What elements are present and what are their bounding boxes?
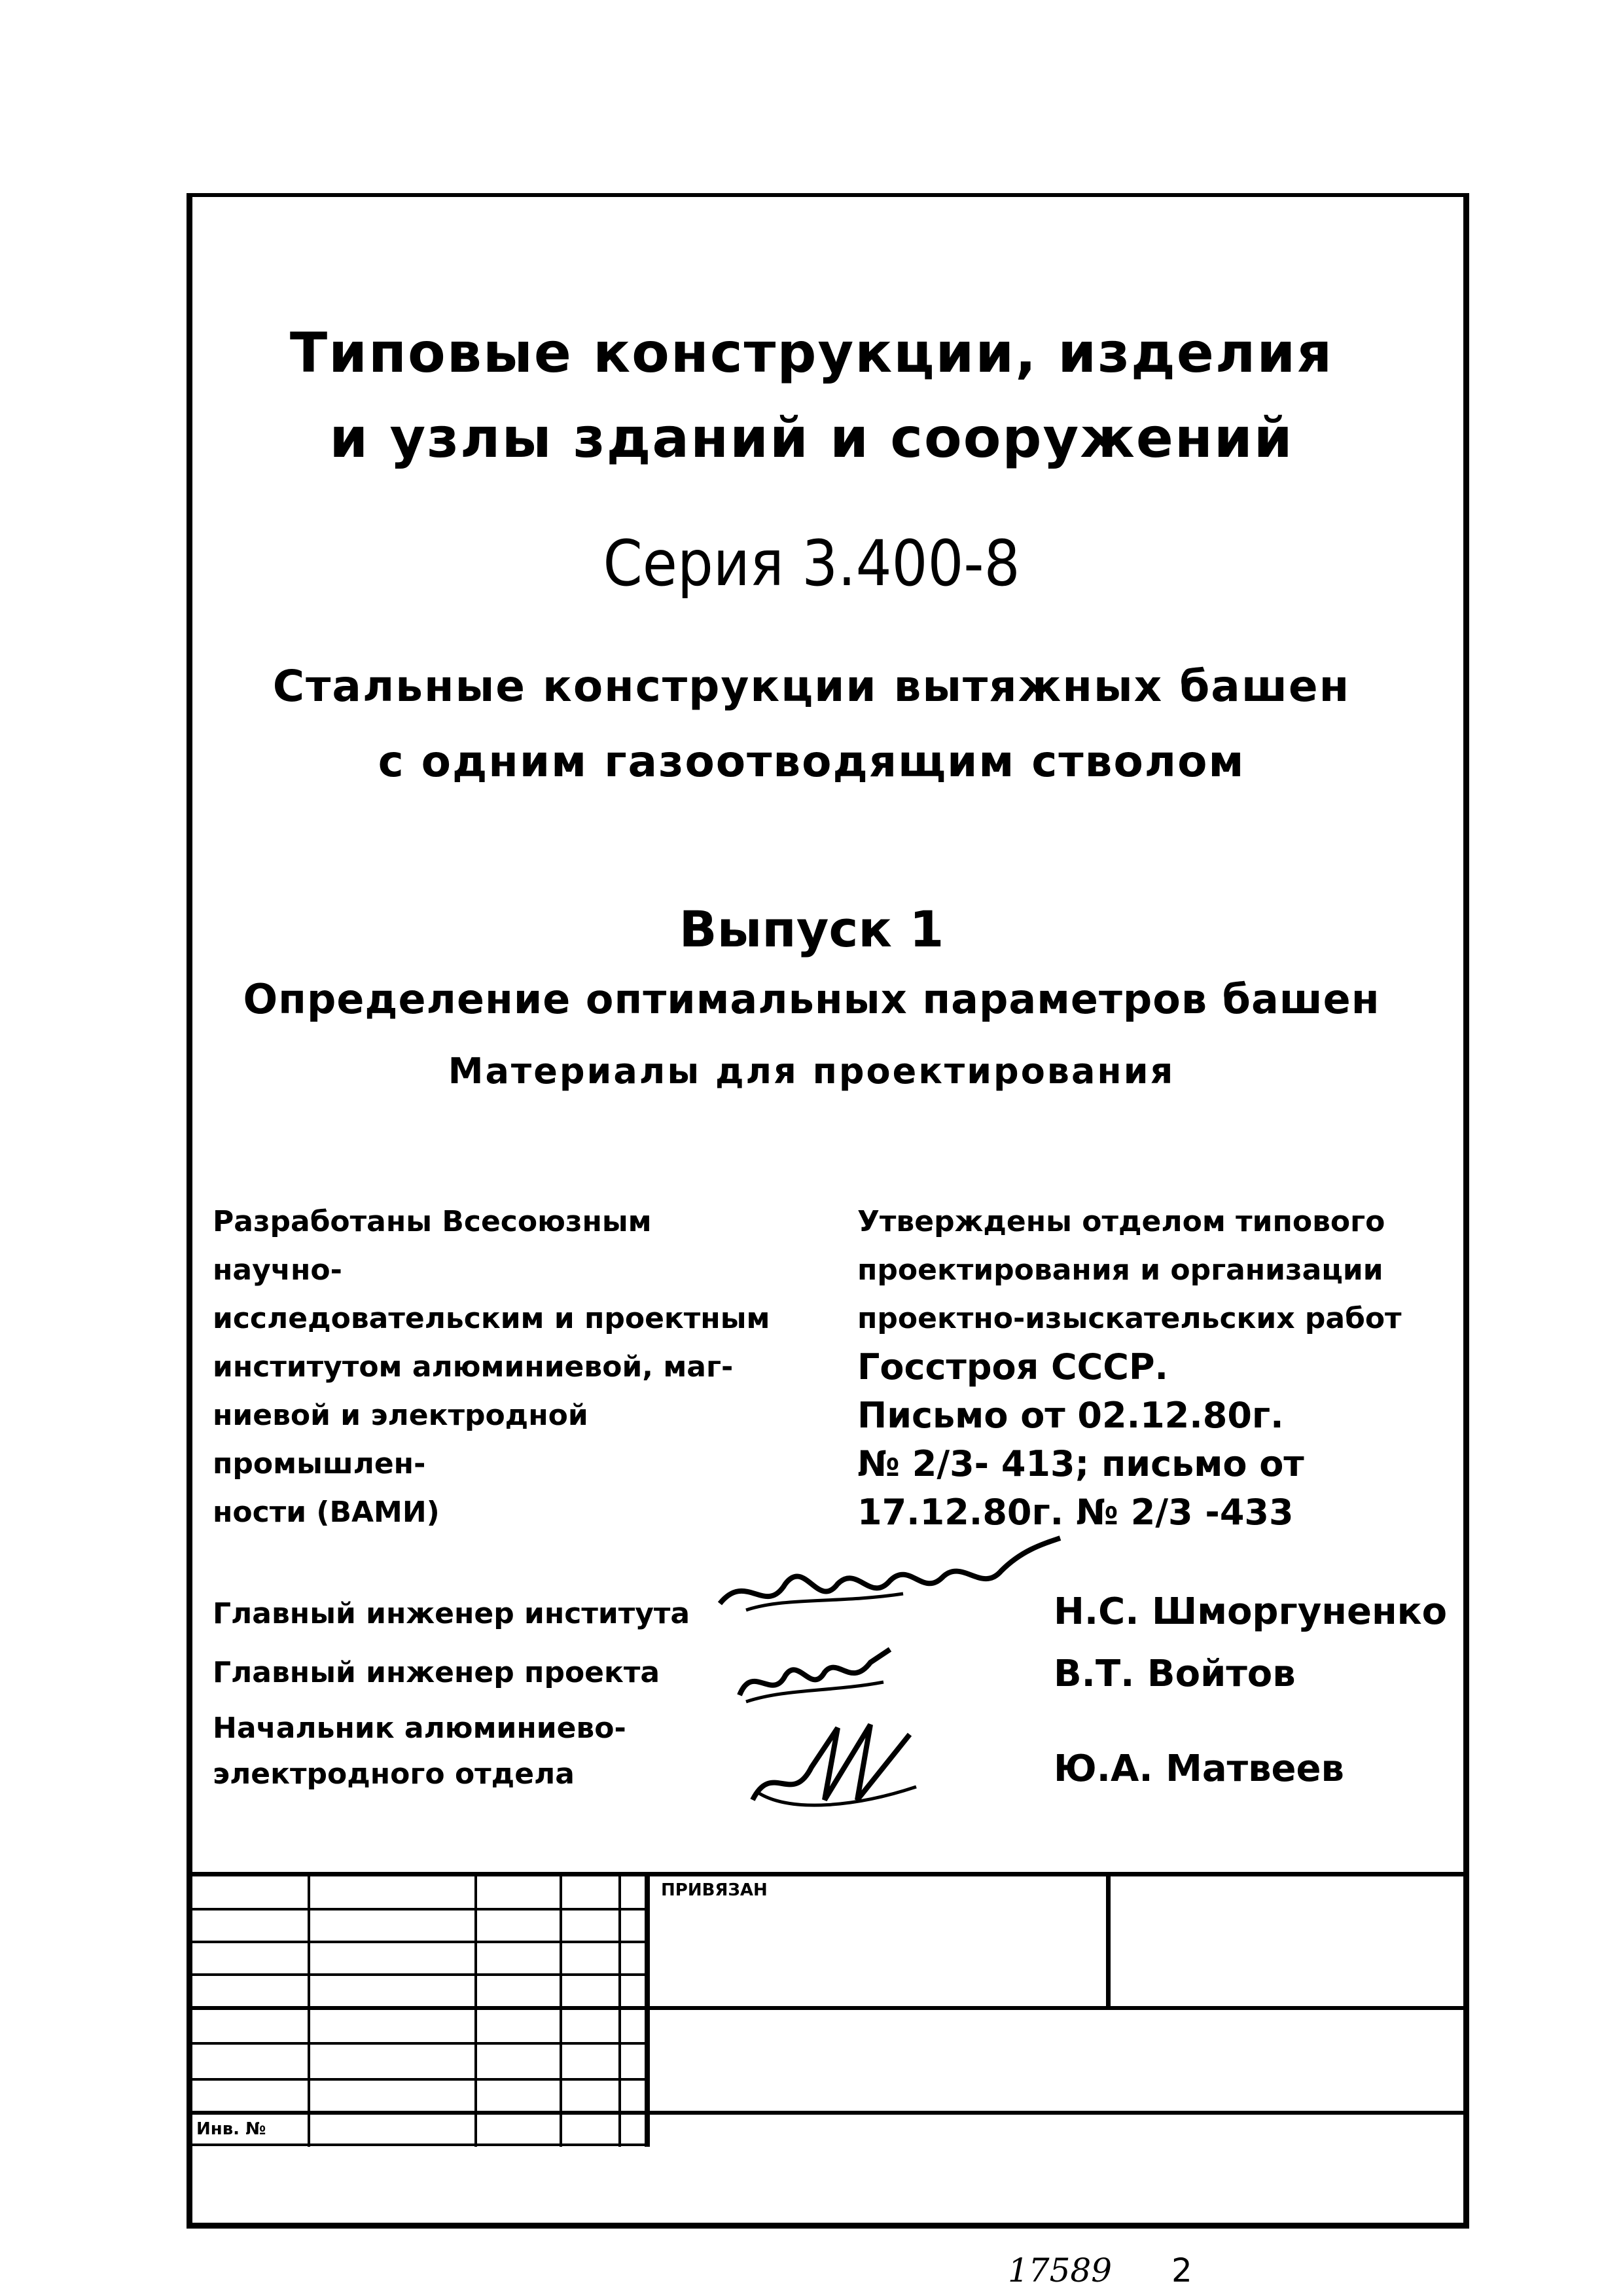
issue-number: Выпуск 1 [679, 900, 944, 958]
stamp-mid-line [190, 2006, 1466, 2010]
approved-by-line: № 2/3- 413; письмо от [857, 1443, 1304, 1484]
signature-role-chief-engineer-institute: Главный инженер института [213, 1597, 690, 1630]
approved-by-line: Госстроя СССР. [857, 1346, 1169, 1388]
stamp-row-line [190, 2078, 648, 2081]
signature-role-department-head-1: Начальник алюминиево- [213, 1712, 626, 1745]
stamp-col-line [560, 1872, 562, 2147]
stamp-col-line [618, 1872, 621, 2147]
signature-scribble-2 [726, 1636, 897, 1715]
title-line-1: Типовые конструкции, изделия [289, 321, 1334, 385]
footer-doc-number: 17589 [1008, 2251, 1113, 2289]
stamp-inventory-label: Инв. № [196, 2119, 266, 2139]
developed-by-line: исследовательским и проектным [213, 1302, 770, 1335]
signature-name-matveev: Ю.А. Матвеев [1054, 1748, 1344, 1790]
developed-by-line: Разработаны Всесоюзным научно- [213, 1205, 652, 1287]
stamp-col-line [474, 1872, 477, 2147]
issue-name: Определение оптимальных параметров башен [243, 975, 1380, 1023]
signature-scribble-1 [707, 1532, 1073, 1636]
approved-by-line: Утверждены отделом типового [857, 1205, 1385, 1238]
approved-by-line: Письмо от 02.12.80г. [857, 1395, 1284, 1436]
stamp-row-line [190, 2042, 648, 2045]
developed-by-line: ности (ВАМИ) [213, 1496, 440, 1529]
stamp-col-line [308, 1872, 310, 2147]
signature-role-department-head-2: электродного отдела [213, 1757, 575, 1791]
series-number: Серия 3.400-8 [603, 527, 1020, 600]
developed-by-line: ниевой и электродной промышлен- [213, 1399, 588, 1480]
signature-role-chief-engineer-project: Главный инженер проекта [213, 1656, 660, 1689]
approved-by-block [857, 1198, 1414, 1537]
developed-by-block [213, 1198, 789, 1537]
issue-materials: Материалы для проектирования [448, 1050, 1175, 1092]
signature-scribble-3 [740, 1715, 936, 1820]
subtitle-line-1: Стальные конструкции вытяжных башен [272, 661, 1351, 711]
approved-by-line: проектно-изыскательских работ [857, 1302, 1402, 1335]
footer-page-number: 2 [1171, 2251, 1192, 2289]
developed-by-line: институтом алюминиевой, маг- [213, 1350, 734, 1384]
stamp-row-line [190, 1908, 648, 1910]
approved-by-line: 17.12.80г. № 2/3 -433 [857, 1492, 1294, 1533]
signature-name-voytov: В.Т. Войтов [1054, 1653, 1296, 1695]
stamp-bottom-line [190, 2111, 1466, 2115]
approved-by-line: проектирования и организации [857, 1253, 1383, 1287]
stamp-row-line [190, 2144, 648, 2146]
stamp-col-line [1106, 1872, 1111, 2006]
stamp-col-line [645, 1872, 650, 2147]
subtitle-line-2: с одним газоотводящим стволом [378, 736, 1245, 787]
stamp-linked-label: ПРИВЯЗАН [661, 1880, 768, 1900]
title-line-2: и узлы зданий и сооружений [329, 406, 1294, 470]
stamp-row-line [190, 1941, 648, 1943]
stamp-top-line [190, 1872, 1466, 1876]
signature-name-shmorgunenko: Н.С. Шморгуненко [1054, 1590, 1448, 1633]
stamp-row-line [190, 1973, 648, 1976]
